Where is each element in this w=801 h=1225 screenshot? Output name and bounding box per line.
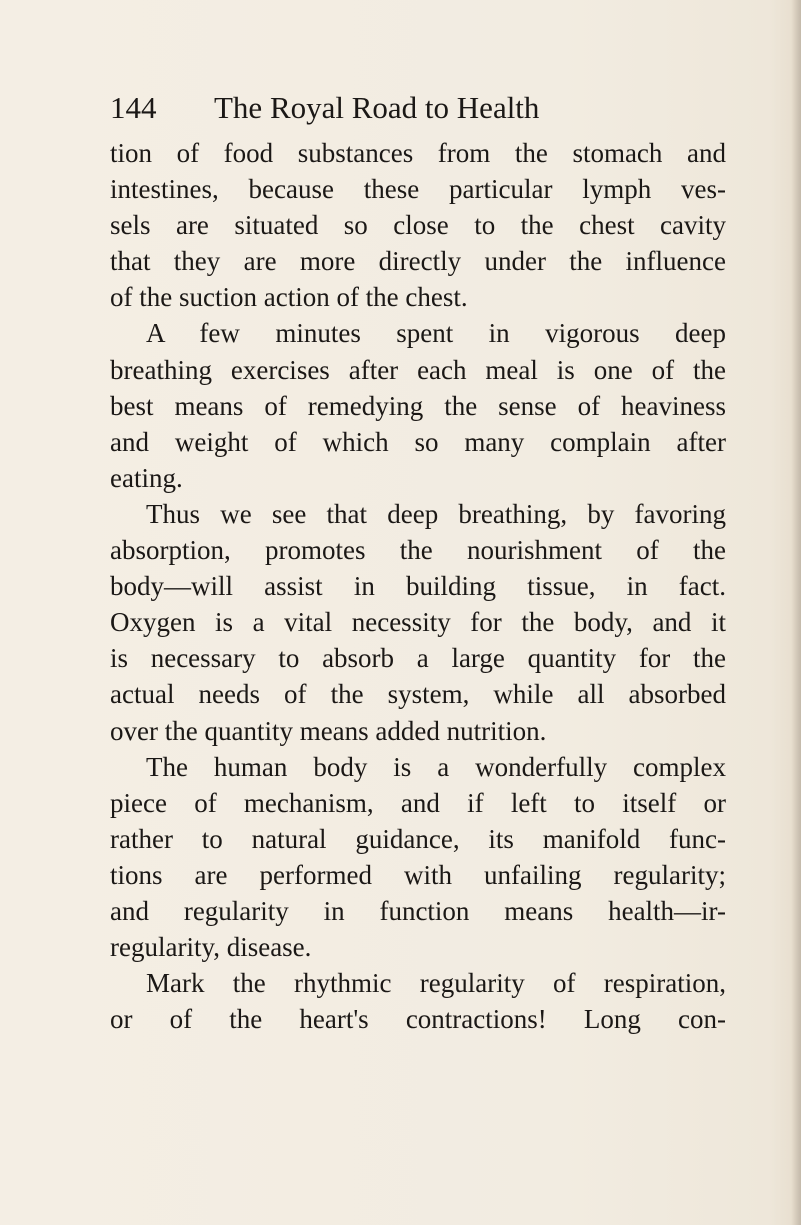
text-line: Oxygen is a vital necessity for the body, and it	[110, 607, 726, 638]
text-line: that they are more directly under the influence	[110, 246, 726, 277]
paragraph-first-line: Mark the rhythmic regularity of respiration,	[146, 968, 726, 999]
text-line: body—will assist in building tissue, in fact.	[110, 571, 726, 602]
text-line: piece of mechanism, and if left to itself or	[110, 787, 726, 818]
page-number: 144	[110, 90, 157, 125]
text-line: rather to natural guidance, its manifold func-	[110, 823, 726, 854]
text-line: absorption, promotes the nourishment of the	[110, 535, 726, 566]
text-line: and weight of which so many complain after	[110, 426, 726, 457]
text-line: actual needs of the system, while all absorbed	[110, 679, 726, 710]
text-line: breathing exercises after each meal is one of the	[110, 354, 726, 385]
page-edge-shadow	[791, 0, 801, 1225]
paragraph-first-line: A few minutes spent in vigorous deep	[146, 318, 726, 349]
text-line: best means of remedying the sense of heaviness	[110, 390, 726, 421]
text-line: tion of food substances from the stomach and	[110, 138, 726, 168]
body-text	[110, 135, 726, 1037]
text-line: and regularity in function means health—ir-	[110, 895, 726, 926]
text-line: eating.	[110, 462, 183, 493]
text-line: is necessary to absorb a large quantity for the	[110, 643, 726, 674]
text-line: regularity, disease.	[110, 932, 312, 963]
text-line: or of the heart's contractions! Long con-	[110, 1004, 726, 1035]
running-header	[110, 88, 730, 128]
book-title: The Royal Road to Health	[214, 90, 540, 125]
text-line: of the suction action of the chest.	[110, 282, 468, 313]
text-line: sels are situated so close to the chest cavity	[110, 210, 726, 241]
paragraph-first-line: Thus we see that deep breathing, by favoring	[146, 498, 726, 529]
text-line: tions are performed with unfailing regularity;	[110, 859, 726, 890]
text-line: intestines, because these particular lymph ves-	[110, 174, 726, 205]
text-line: over the quantity means added nutrition.	[110, 715, 547, 746]
paragraph-first-line: The human body is a wonderfully complex	[146, 751, 726, 782]
